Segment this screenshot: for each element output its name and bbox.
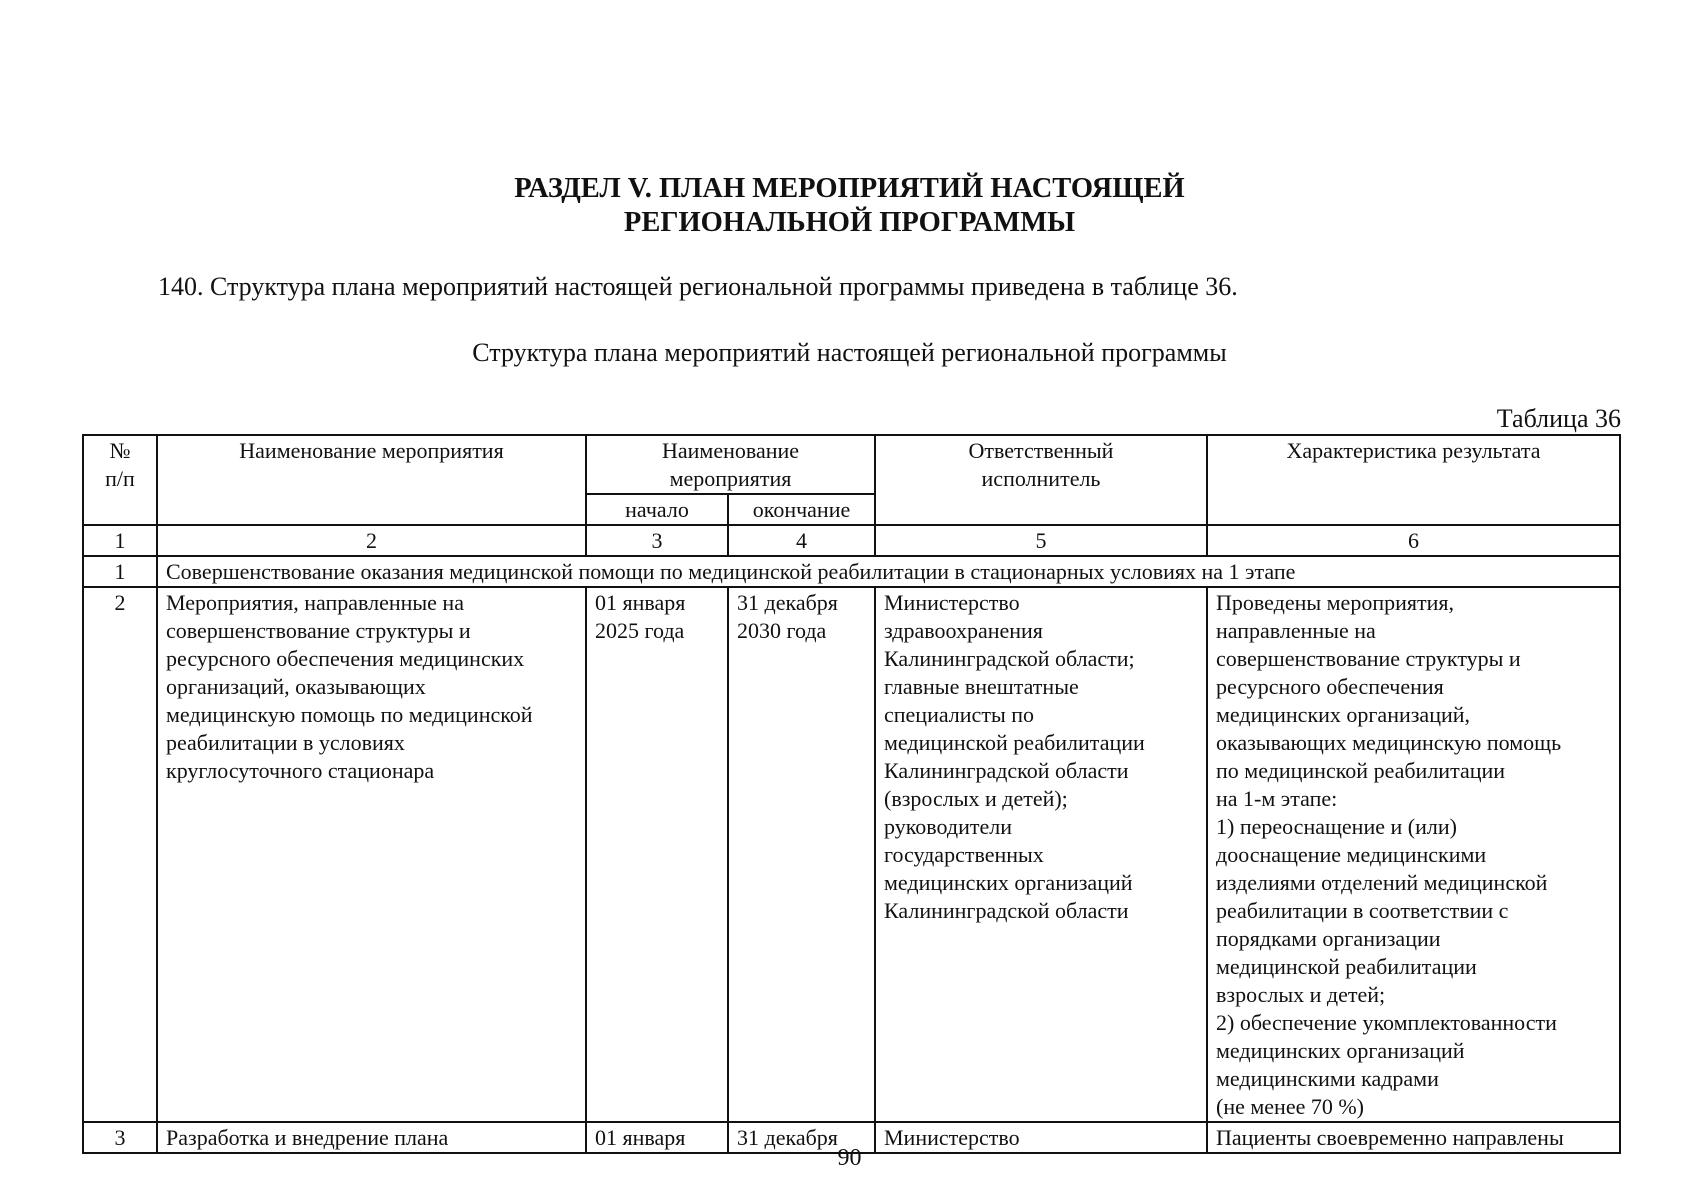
row-name-line: ресурсного обеспечения медицинских [166, 646, 525, 671]
row-result-line: по медицинской реабилитации [1216, 758, 1506, 783]
row-num: 2 [83, 587, 157, 1122]
row-responsible-line: Министерство [884, 590, 1020, 615]
row-name-line: Мероприятия, направленные на [166, 590, 464, 615]
header-start-cell [586, 494, 728, 525]
row-start-line: 2025 года [595, 618, 685, 643]
row-result-line: Пациенты своевременно направлены [1216, 1125, 1564, 1150]
page-title [0, 172, 1699, 240]
row-result-line: медицинских организаций, [1216, 702, 1471, 727]
column-number: 4 [728, 525, 875, 556]
row-responsible-line: здравоохранения [884, 618, 1043, 643]
table-label: Таблица 36 [1496, 404, 1621, 433]
row-name-line: медицинскую помощь по медицинской [166, 702, 533, 727]
row-end-line: 31 декабря [737, 1125, 838, 1150]
row-end-cell [728, 587, 875, 1122]
row-start-line: 01 января [595, 590, 686, 615]
row-name-line: реабилитации в условиях [166, 730, 405, 755]
header-responsible-line1: Ответственный [968, 438, 1114, 463]
row-num: 3 [83, 1122, 157, 1153]
row-name-line: Разработка и внедрение плана [166, 1125, 449, 1150]
column-number: 5 [875, 525, 1207, 556]
row-result-line: медицинскими кадрами [1216, 1066, 1439, 1091]
column-numbers-row [83, 525, 1620, 556]
row-result-line: изделиями отделений медицинской [1216, 870, 1548, 895]
row-result-line: на 1-м этапе: [1216, 786, 1338, 811]
intro-paragraph: 140. Структура плана мероприятий настоящей региональной программы приведена в таблице 36. [158, 272, 1238, 301]
header-num-line2: п/п [105, 466, 135, 491]
row-result-line: направленные на [1216, 618, 1376, 643]
section-num: 1 [83, 556, 157, 587]
header-name-cell [157, 435, 586, 525]
header-end: окончание [752, 497, 851, 522]
row-end-line: 2030 года [737, 618, 827, 643]
table-caption: Структура плана мероприятий настоящей региональной программы [472, 338, 1227, 367]
page-number: 90 [837, 1145, 862, 1171]
row-responsible-line: медицинских организаций [884, 870, 1133, 895]
row-result-line: оказывающих медицинскую помощь [1216, 730, 1562, 755]
row-responsible-line: (взрослых и детей); [884, 786, 1068, 811]
row-name-line: организаций, оказывающих [166, 674, 426, 699]
header-period-line2: мероприятия [669, 466, 792, 491]
row-responsible-line: Министерство [884, 1125, 1020, 1150]
row-responsible-line: медицинской реабилитации [884, 730, 1145, 755]
row-responsible-line: главные внештатные [884, 674, 1079, 699]
row-responsible-line: государственных [884, 842, 1044, 867]
row-result-line: (не менее 70 %) [1216, 1094, 1365, 1119]
row-result-line: медицинских организаций [1216, 1038, 1465, 1063]
plan-table [82, 434, 1621, 1154]
header-name: Наименование мероприятия [239, 438, 504, 463]
header-responsible-line2: исполнитель [981, 466, 1101, 491]
row-result-line: реабилитации в соответствии с [1216, 898, 1509, 923]
row-result-line: взрослых и детей; [1216, 982, 1386, 1007]
header-num-line1: № [109, 438, 131, 463]
row-responsible-line: Калининградской области; [884, 646, 1135, 671]
header-row [83, 435, 1620, 494]
header-start: начало [625, 497, 689, 522]
row-start-cell [586, 587, 728, 1122]
column-number: 6 [1207, 525, 1620, 556]
row-result-line: дооснащение медицинскими [1216, 842, 1487, 867]
header-result-cell [1207, 435, 1620, 525]
section-title: Совершенствование оказания медицинской помощи по медицинской реабилитации в стационарных условиях на 1 этапе [157, 556, 1620, 587]
row-result-line: медицинской реабилитации [1216, 954, 1477, 979]
row-responsible-line: Калининградской области [884, 758, 1129, 783]
header-result: Характеристика результата [1286, 438, 1541, 463]
header-period-line1: Наименование [661, 438, 800, 463]
row-result-line: совершенствование структуры и [1216, 646, 1521, 671]
column-number: 3 [586, 525, 728, 556]
title-line-2: РЕГИОНАЛЬНОЙ ПРОГРАММЫ [623, 207, 1076, 238]
header-end-cell [728, 494, 875, 525]
row-name-cell [157, 587, 586, 1122]
row-responsible-line: специалисты по [884, 702, 1034, 727]
column-number: 1 [83, 525, 157, 556]
row-responsible-line: Калининградской области [884, 898, 1129, 923]
section-row [83, 556, 1620, 587]
row-result-line: Проведены мероприятия, [1216, 590, 1454, 615]
header-period-cell [586, 435, 875, 494]
header-num-cell [83, 435, 157, 525]
title-line-1: РАЗДЕЛ V. ПЛАН МЕРОПРИЯТИЙ НАСТОЯЩЕЙ [514, 173, 1185, 204]
row-responsible-cell [875, 587, 1207, 1122]
row-responsible-line: руководители [884, 814, 1012, 839]
row-name-line: круглосуточного стационара [166, 758, 435, 783]
column-number: 2 [157, 525, 586, 556]
row-result-cell [1207, 587, 1620, 1122]
row-result-line: порядками организации [1216, 926, 1441, 951]
row-result-line: 1) переоснащение и (или) [1216, 814, 1457, 839]
row-result-line: 2) обеспечение укомплектованности [1216, 1010, 1557, 1035]
header-responsible-cell [875, 435, 1207, 525]
row-start-line: 01 января [595, 1125, 686, 1150]
table-row [83, 587, 1620, 1122]
row-name-line: совершенствование структуры и [166, 618, 471, 643]
row-result-line: ресурсного обеспечения [1216, 674, 1444, 699]
row-end-line: 31 декабря [737, 590, 838, 615]
